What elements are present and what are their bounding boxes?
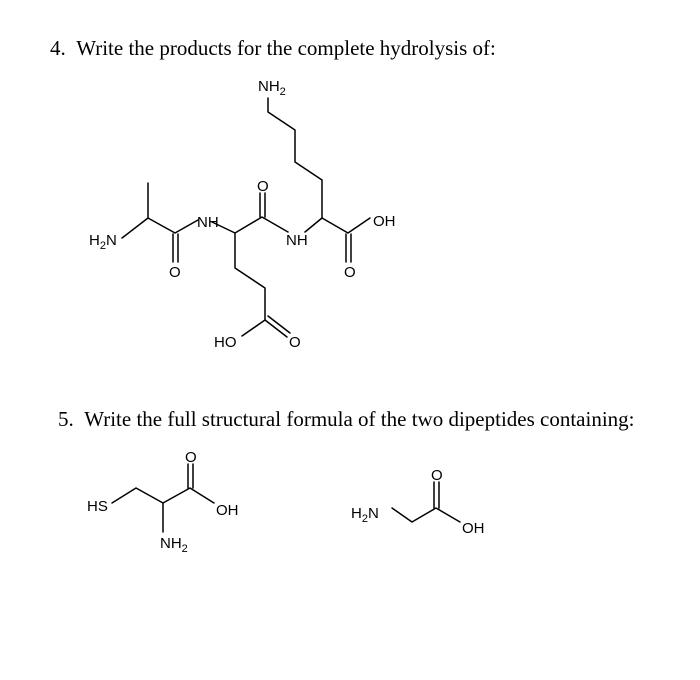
cysteine-carbonyl-bond (188, 464, 193, 488)
carboxyl-oh-label: OH (373, 213, 396, 230)
amide-nh-2-label: NH (286, 232, 308, 249)
question-4-text: Write the products for the complete hydrolysis of: (76, 36, 496, 60)
amide-nh-1-label: NH (197, 214, 219, 231)
cysteine-hs-label: HS (87, 498, 108, 515)
cysteine-nh2-label: $NH_2$ (160, 535, 188, 555)
amine-top-label: $NH_2$ (258, 78, 286, 98)
question-4-number: 4. (50, 36, 66, 60)
glycine-oh-label: OH (462, 520, 485, 537)
question-5-number: 5. (58, 407, 74, 431)
sidechain-ho-label: HO (214, 334, 237, 351)
glycine-o-label: O (431, 467, 443, 484)
glutamate-side-chain (235, 233, 265, 336)
sidechain-carbonyl-bond (265, 316, 290, 337)
cysteine-structure (87, 449, 239, 555)
cysteine-oh-label: OH (216, 502, 239, 519)
glycine-h2n-label: $H_2N$ (351, 505, 379, 525)
glycine-carbonyl-bond (434, 482, 439, 508)
glycine-bonds (392, 508, 460, 522)
carbonyl-3-bond (346, 234, 351, 262)
tripeptide-backbone (122, 217, 370, 238)
tripeptide-structure (89, 78, 396, 351)
carbonyl-3-o-label: O (344, 264, 356, 281)
sidechain-o-label: O (289, 334, 301, 351)
cysteine-bonds (112, 488, 214, 532)
question-5-text: Write the full structural formula of the two dipeptides containing: (84, 407, 635, 431)
carbonyl-2-bond (260, 193, 265, 217)
carbonyl-1-o-label: O (169, 264, 181, 281)
carbonyl-2-o-label: O (257, 178, 269, 195)
amine-left-label: $H_2N$ (89, 232, 117, 252)
carbonyl-1-bond (173, 234, 178, 262)
lysine-side-chain (268, 98, 322, 218)
glycine-structure (351, 467, 485, 537)
cysteine-o-label: O (185, 449, 197, 466)
